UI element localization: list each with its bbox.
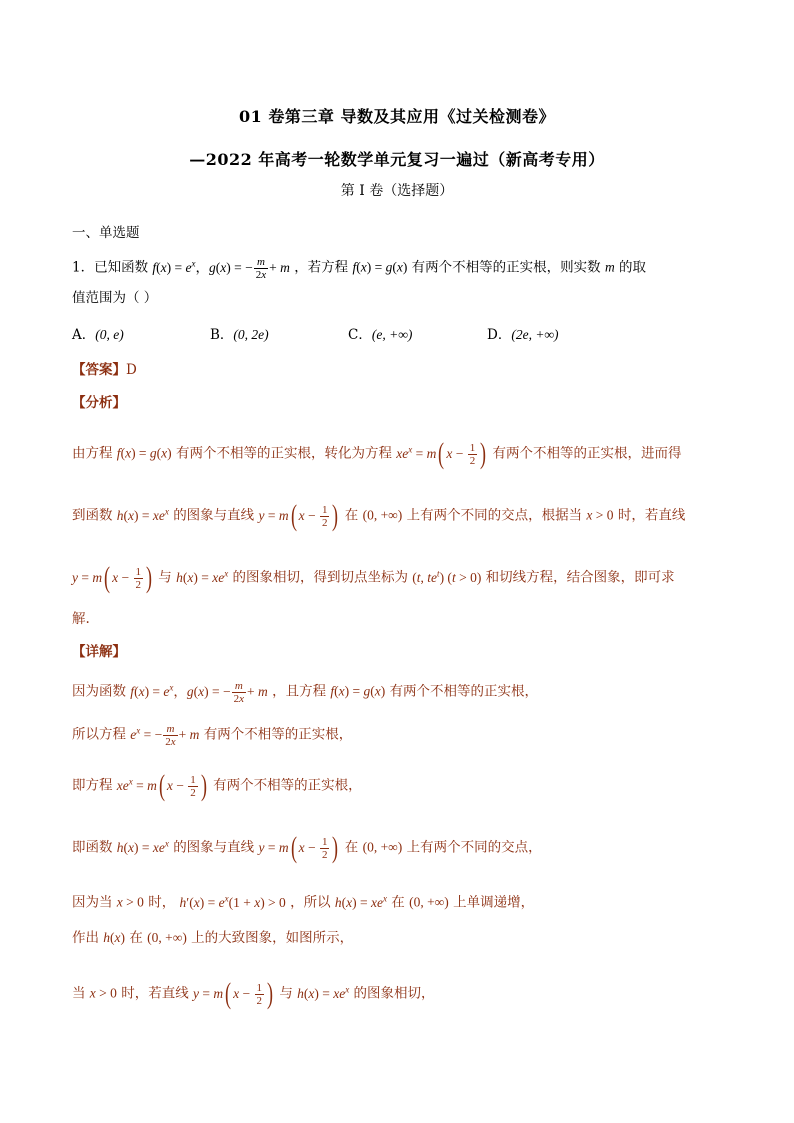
option-c: C．(e, +∞) — [348, 327, 413, 343]
detail-line6: 作出 h(x) 在 (0, +∞) 上的大致图象，如图所示， — [72, 930, 354, 946]
analysis-line2: 到函数 $h(x) = xe^x$ 的图象与直线 y = m( x − $\frac{1}{2}$ ) 在 (0, +∞) 上有两个不同的交点，根据当 x > 0 时，若直线 — [72, 499, 686, 533]
volume-label: 第 I 卷（选择题） — [340, 183, 454, 199]
detail-tag: 【详解】 — [72, 644, 126, 660]
option-d: D．(2e, +∞) — [487, 327, 559, 343]
detail-line4: 即函数 $h(x) = xe^x$ 的图象与直线 y = m( x − $\frac{1}{2}$ ) 在 (0, +∞) 上有两个不同的交点， — [72, 831, 542, 865]
document-title: 01 卷第三章 导数及其应用《过关检测卷》 — [239, 107, 555, 126]
analysis-line1: 由方程 f(x) = g(x) 有两个不相等的正实根，转化为方程 $xe^x = m$( x − $\frac{1}{2}$ ) 有两个不相等的正实根，进而得 — [72, 437, 682, 471]
analysis-line4: 解. — [72, 611, 90, 627]
analysis-line3: y = m( x − $\frac{1}{2}$ ) 与 $h(x) = xe^x$ 的图象相切，得到切点坐标为 (t, $te^t$) (t > 0) 和切线方程，结合图象，即可求 — [72, 561, 675, 595]
detail-line7: 当 x > 0 时，若直线 y = m( x − $\frac{1}{2}$ ) 与 $h(x) = xe^x$ 的图象相切， — [72, 977, 435, 1011]
detail-line2: 所以方程 $e^x$ = − $\frac{m}{2x}$ + m 有两个不相等的正实根， — [72, 722, 353, 748]
section-heading: 一、单选题 — [72, 225, 140, 241]
option-b: B．(0, 2e) — [210, 327, 269, 343]
analysis-tag: 【分析】 — [72, 395, 126, 411]
option-a: A．(0, e) — [72, 327, 124, 343]
detail-line3: 即方程 $xe^x = m$( x − $\frac{1}{2}$ ) 有两个不相等的正实根， — [72, 769, 362, 803]
detail-line1: 因为函数 $f(x) = e^x$，g(x) = − $\frac{m}{2x}$ + m ，且方程 f(x) = g(x) 有两个不相等的正实根， — [72, 679, 539, 705]
detail-line5: 因为当 x > 0 时， $h'(x) = e^x(1 + x) > 0$ ，所以 $h(x) = xe^x$ 在 (0, +∞) 上单调递增， — [72, 893, 535, 911]
question-stem-line1: 1．已知函数 $f(x) = e^x$，g(x) = − $\frac{m}{2x}$ + m ，若方程 f(x) = g(x) 有两个不相等的正实根，则实数 m 的取 — [72, 255, 646, 281]
answer-line: 【答案】D — [72, 362, 137, 378]
document-subtitle: —2022 年高考一轮数学单元复习一遍过（新高考专用） — [189, 150, 605, 169]
question-stem-line2: 值范围为（ ） — [72, 290, 158, 306]
